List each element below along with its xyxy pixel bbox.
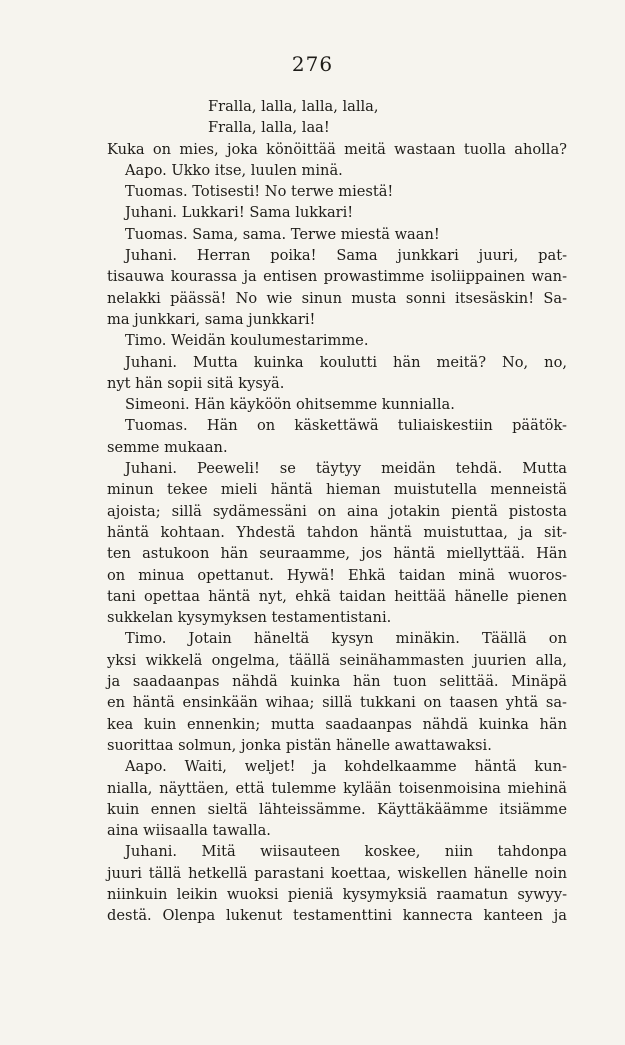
- text-line: nialla, näyttäen, että tulemme kylään toisenmoisina miehinä: [107, 779, 567, 797]
- text-line: juuri tällä hetkellä parastani koettaa, wiskellen hänelle noin: [107, 864, 567, 882]
- text-line: niinkuin leikin wuoksi pieniä kysymyksiä raamatun sywyy-: [107, 885, 567, 903]
- text-line: ja saadaanpas nähdä kuinka hän tuon selittää. Minäpä: [107, 673, 567, 691]
- dialogue-line: Juhani. Peeweli! se täytyy meidän tehdä. Mutta: [125, 460, 567, 478]
- dialogue-line: Juhani. Mutta kuinka koulutti hän meitä? No, no,: [125, 353, 567, 371]
- text-line: häntä kohtaan. Yhdestä tahdon häntä muistuttaa, ja sit-: [107, 523, 567, 541]
- dialogue-line: Tuomas. Totisesti! No terwe miestä!: [125, 183, 394, 201]
- dialogue-line: Simeoni. Hän käyköön ohitsemme kunnialla.: [125, 396, 455, 414]
- text-line: aina wiisaalla tawalla.: [107, 822, 271, 840]
- dialogue-line: Timo. Weidän koulumestarimme.: [125, 332, 369, 350]
- dialogue-line: Juhani. Herran poika! Sama junkkari juuri, pat-: [125, 247, 567, 265]
- dialogue-line: Tuomas. Hän on käskettäwä tuliaiskestiin päätök-: [125, 417, 567, 435]
- text-line: ten astukoon hän seuraamme, jos häntä miellyttää. Hän: [107, 545, 567, 563]
- dialogue-line: Tuomas. Sama, sama. Terwe miestä waan!: [125, 225, 440, 243]
- text-line: semme mukaan.: [107, 438, 228, 456]
- text-line: ajoista; sillä sydämessäni on aina jotakin pientä pistosta: [107, 502, 567, 520]
- page-number: 276: [291, 52, 334, 76]
- text-line: ma junkkari, sama junkkari!: [107, 310, 316, 328]
- text-line: destä. Olenpa lukenut testamenttini kanneста kanteen ja: [107, 907, 567, 925]
- dialogue-line: Aapo. Waiti, weljet! ja kohdelkaamme häntä kun-: [125, 758, 567, 776]
- song-line: Fralla, lalla, lalla, lalla,: [208, 98, 379, 115]
- text-line: tisauwa kourassa ja entisen prowastimme isoliippainen wan-: [107, 268, 567, 286]
- text-line: sukkelan kysymyksen testamentistani.: [107, 609, 392, 627]
- text-line: nelakki päässä! No wie sinun musta sonni itsesäskin! Sa-: [107, 289, 567, 307]
- text-line: Kuka on mies, joka könöittää meitä wastaan tuolla aholla?: [107, 140, 567, 158]
- text-line: kea kuin ennenkin; mutta saadaanpas nähdä kuinka hän: [107, 715, 567, 733]
- text-line: kuin ennen sieltä lähteissämme. Käyttäkäämme itsiämme: [107, 800, 567, 818]
- song-line: Fralla, lalla, laa!: [208, 119, 330, 137]
- text-line: yksi wikkelä ongelma, täällä seinähammasten juurien alla,: [107, 651, 567, 669]
- dialogue-line: Juhani. Lukkari! Sama lukkari!: [125, 204, 354, 222]
- text-line: nyt hän sopii sitä kysyä.: [107, 374, 285, 392]
- text-line: on minua opettanut. Hywä! Ehkä taidan minä wuoros-: [107, 566, 567, 584]
- dialogue-line: Juhani. Mitä wiisauteen koskee, niin tahdonpa: [125, 843, 567, 861]
- text-line: minun tekee mieli häntä hieman muistutella menneistä: [107, 481, 567, 499]
- dialogue-line: Aapo. Ukko itse, luulen minä.: [125, 161, 343, 179]
- text-line: en häntä ensinkään wihaa; sillä tukkani on taasen yhtä sa-: [107, 694, 567, 712]
- page-text: [107, 96, 567, 927]
- text-line: suorittaa solmun, jonka pistän hänelle awattawaksi.: [107, 736, 492, 754]
- dialogue-line: Timo. Jotain häneltä kysyn minäkin. Täällä on: [125, 630, 567, 648]
- text-line: tani opettaa häntä nyt, ehkä taidan heittää hänelle pienen: [107, 587, 567, 605]
